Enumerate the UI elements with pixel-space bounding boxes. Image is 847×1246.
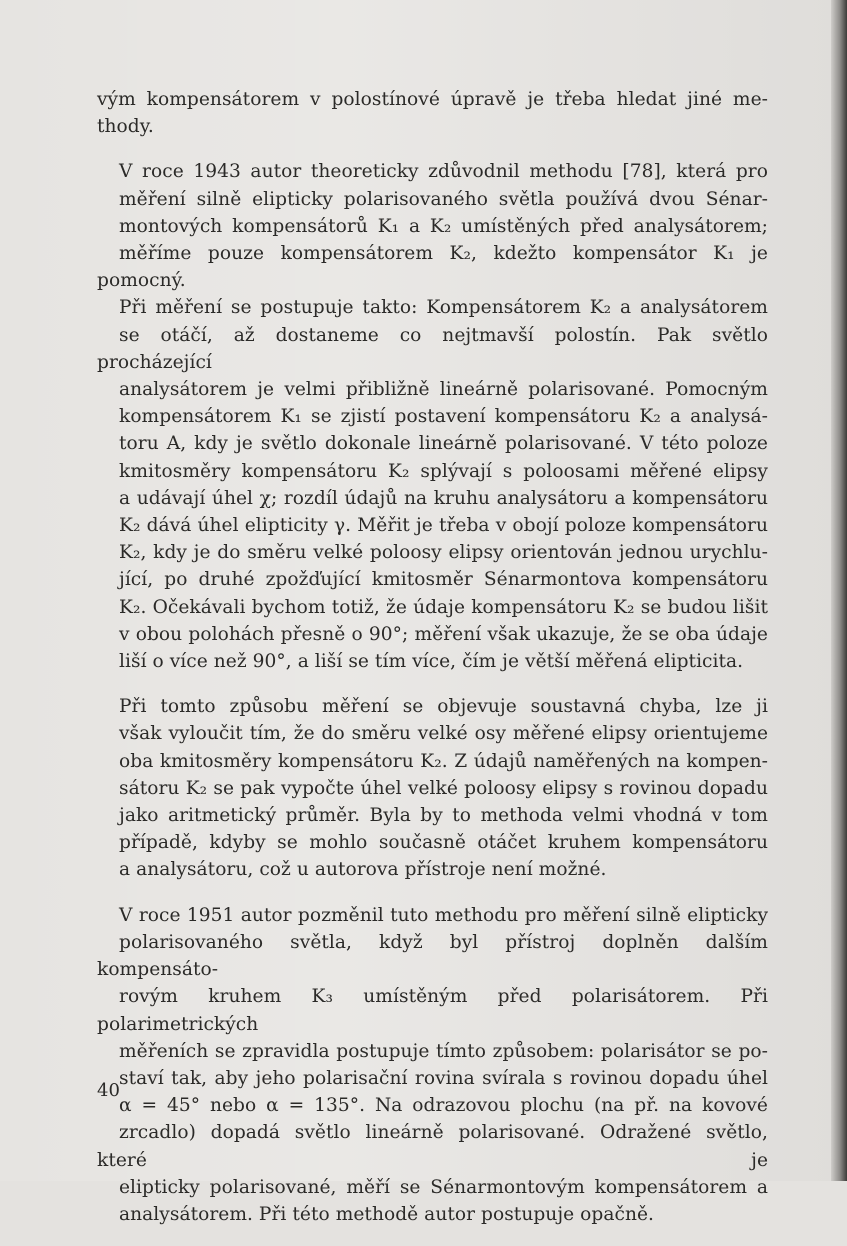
text-line: α = 45° nebo α = 135°. Na odrazovou plochu (na př. na kovové: [119, 1095, 768, 1117]
paragraph-3: [97, 693, 768, 883]
text-line: analysátorem. Při této methodě autor postupuje opačně.: [119, 1203, 654, 1225]
text-line: analysátorem je velmi přibližně lineárně polarisované. Pomocným: [119, 379, 768, 401]
text-line: liší o více než 90°, a liší se tím více, čím je větší měřená elipticita.: [119, 651, 744, 673]
text-line: K₂, kdy je do směru velké poloosy elipsy orientován jednou urychlu-: [119, 542, 768, 564]
text-line: zrcadlo) dopadá světlo lineárně polarisované. Odražené světlo, které je: [97, 1122, 768, 1171]
text-line: v obou polohách přesně o 90°; měření však ukazuje, že se oba údaje: [119, 623, 768, 645]
text-line: staví tak, aby jeho polarisační rovina svírala s rovinou dopadu úhel: [119, 1067, 768, 1089]
text-line: však vyloučit tím, že do směru velké osy měřené elipsy orientujeme: [119, 723, 768, 745]
text-line: jako aritmetický průměr. Byla by to methoda velmi vhodná v tom: [119, 805, 768, 827]
text-line: polarisovaného světla, když byl přístroj doplněn dalším kompensáto-: [97, 931, 768, 981]
text-line: a udávají úhel χ; rozdíl údajů na kruhu analysátoru a kompensátoru: [119, 487, 768, 509]
text-line: thody.: [97, 116, 154, 138]
text-line: toru A, kdy je světlo dokonale lineárně polarisované. V této poloze: [119, 433, 768, 455]
text-line: měříme pouze kompensátorem K₂, kdežto kompensátor K₁ je pomocný.: [97, 243, 768, 292]
text-line: se otáčí, až dostaneme co nejtmavší polostín. Pak světlo procházející: [97, 324, 768, 373]
text-line: a analysátoru, což u autorova přístroje není možné.: [119, 859, 607, 881]
text-line: K₂. Očekávali bychom totiž, že údaje kompensátoru K₂ se budou lišit: [119, 596, 768, 618]
paragraph-4: [97, 902, 768, 1228]
text-line: oba kmitosměry kompensátoru K₂. Z údajů naměřených na kompen-: [119, 750, 768, 772]
text-line: montových kompensátorů K₁ a K₂ umístěných před analysátorem;: [119, 215, 768, 237]
text-line: Při tomto způsobu měření se objevuje soustavná chyba, lze ji: [119, 696, 768, 718]
text-line: V roce 1943 autor theoreticky zdůvodnil methodu [78], která pro: [119, 161, 768, 183]
text-line: případě, kdyby se mohlo současně otáčet kruhem kompensátoru: [119, 832, 768, 854]
page-number: 40: [97, 1080, 120, 1101]
text-line: kmitosměry kompensátoru K₂ splývají s poloosami měřené elipsy: [119, 460, 768, 482]
text-line: vým kompensátorem v polostínové úpravě je třeba hledat jiné me-: [97, 89, 768, 110]
text-line: jící, po druhé zpožďující kmitosměr Sénarmontova kompensátoru: [119, 569, 768, 591]
paragraph-1: [97, 86, 768, 140]
book-spine-shadow: [831, 0, 847, 1181]
text-line: Při měření se postupuje takto: Kompensátorem K₂ a analysátorem: [119, 297, 768, 319]
text-line: K₂ dává úhel elipticity γ. Měřit je třeba v obojí poloze kompensátoru: [119, 515, 768, 537]
text-line: V roce 1951 autor pozměnil tuto methodu pro měření silně elipticky: [119, 904, 768, 926]
text-line: kompensátorem K₁ se zjistí postavení kompensátoru K₂ a analysá-: [119, 406, 768, 428]
text-line: rovým kruhem K₃ umístěným před polarisátorem. Při polarimetrických: [97, 986, 768, 1035]
text-line: měření silně elipticky polarisovaného světla používá dvou Sénar-: [119, 188, 768, 210]
text-line: sátoru K₂ se pak vypočte úhel velké poloosy elipsy s rovinou dopadu: [119, 777, 768, 799]
text-line: měřeních se zpravidla postupuje tímto způsobem: polarisátor se po-: [119, 1040, 768, 1062]
text-line: elipticky polarisované, měří se Sénarmontovým kompensátorem a: [119, 1176, 768, 1198]
body-text: [97, 86, 768, 1246]
paragraph-2: [97, 158, 768, 675]
